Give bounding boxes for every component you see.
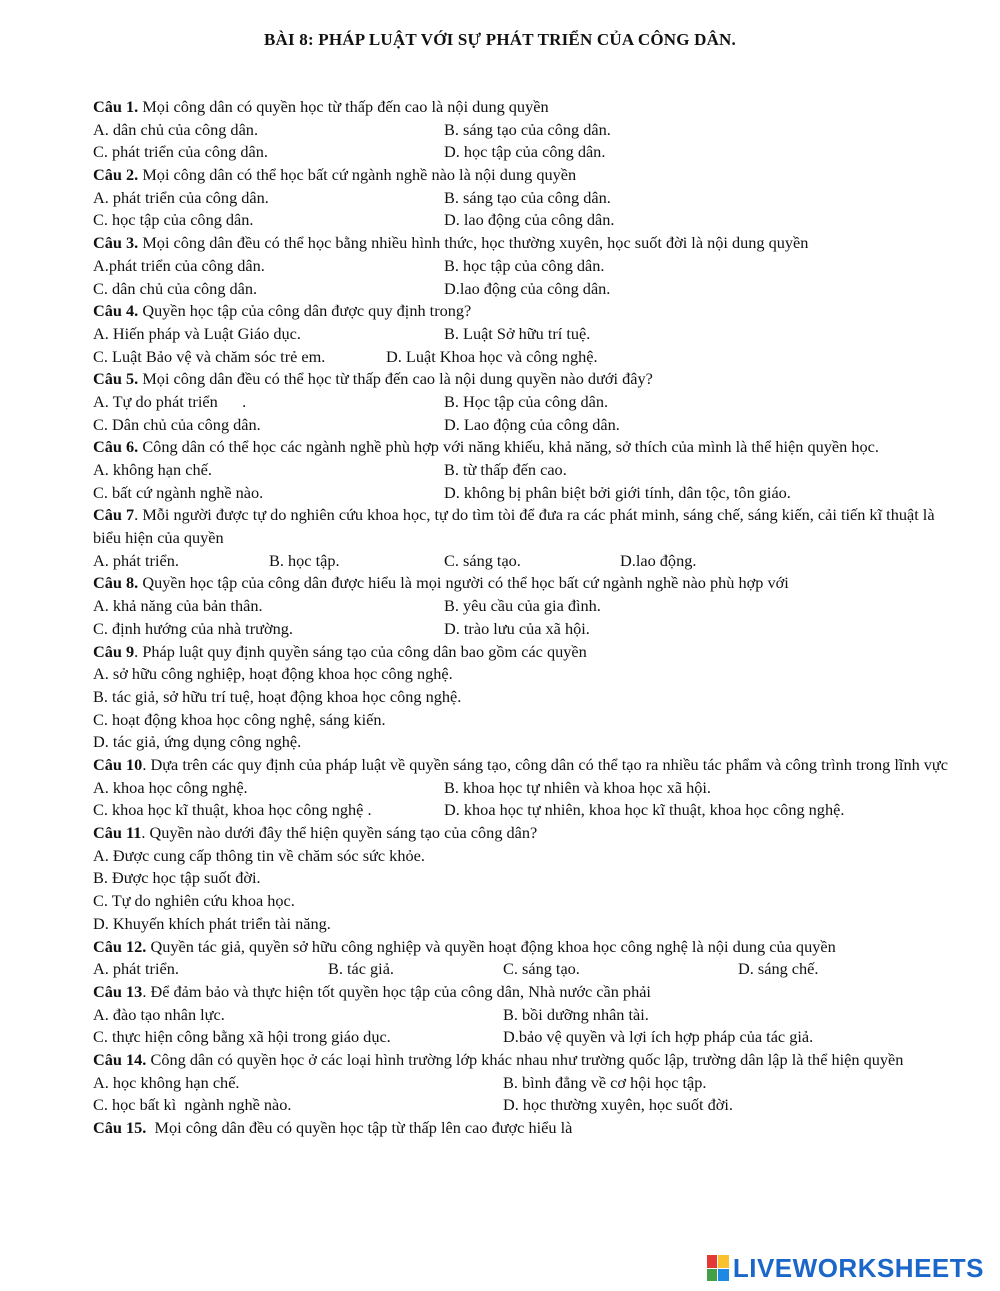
option-a: A. khả năng của bản thân.	[93, 596, 263, 616]
option-d: D. Khuyến khích phát triển tài năng.	[93, 913, 331, 933]
question-text: Mọi công dân đều có thể học bằng nhiều hình thức, học thường xuyên, học suốt đời là nội dung quyền	[138, 233, 809, 253]
option-c: C. khoa học kĩ thuật, khoa học công nghệ .	[93, 800, 372, 820]
question-text: Quyền tác giả, quyền sở hữu công nghiệp và quyền hoạt động khoa học công nghệ là nội dung của quyền	[146, 936, 836, 956]
liveworksheets-logo-icon	[707, 1255, 729, 1281]
option-b: B. bình đẳng về cơ hội học tập.	[503, 1072, 707, 1092]
option-d: D. Lao động của công dân.	[444, 414, 620, 434]
option-c: C. phát triển của công dân.	[93, 142, 268, 162]
question-text: . Để đảm bảo và thực hiện tốt quyền học tập của công dân, Nhà nước cần phải	[142, 981, 651, 1001]
option-d: D. tác giả, ứng dụng công nghệ.	[93, 732, 302, 752]
option-b: B. Luật Sở hữu trí tuệ.	[444, 323, 591, 343]
option-c: C. Dân chủ của công dân.	[93, 414, 261, 434]
question-label: Câu 10	[93, 754, 143, 774]
question-label: Câu 4.	[93, 301, 139, 321]
option-b: B. sáng tạo của công dân.	[444, 187, 611, 207]
option-d: D. sáng chế.	[738, 959, 819, 979]
question-text: Quyền học tập của công dân được hiểu là mọi người có thể học bất cứ ngành nghề nào phù hợp với	[138, 573, 789, 593]
option-b: B. yêu cầu của gia đình.	[444, 596, 601, 616]
question-14	[93, 1049, 963, 1072]
question-text: . Mỗi người được tự do nghiên cứu khoa học, tự do tìm tòi để đưa ra các phát minh, sáng chế, sáng kiến, cải tiến kĩ thuật là biểu hiện của quyền	[93, 505, 935, 548]
question-label: Câu 9	[93, 641, 135, 661]
option-d: D. khoa học tự nhiên, khoa học kĩ thuật, khoa học công nghệ.	[444, 800, 845, 820]
option-a: A. Tự do phát triển .	[93, 391, 247, 411]
option-b: B. sáng tạo của công dân.	[444, 119, 611, 139]
option-c: C. Tự do nghiên cứu khoa học.	[93, 891, 295, 911]
option-c: C. sáng tạo.	[503, 959, 580, 979]
question-15	[93, 1117, 963, 1140]
option-c: C. Luật Bảo vệ và chăm sóc trẻ em.	[93, 346, 326, 366]
question-text: Mọi công dân có thể học bất cứ ngành nghề nào là nội dung quyền	[138, 165, 577, 185]
question-text: . Pháp luật quy định quyền sáng tạo của công dân bao gồm các quyền	[134, 641, 587, 661]
option-b: B. Học tập của công dân.	[444, 391, 609, 411]
option-a: A. dân chủ của công dân.	[93, 119, 259, 139]
question-label: Câu 15.	[93, 1118, 147, 1138]
question-label: Câu 7	[93, 505, 135, 525]
question-text: Công dân có quyền học ở các loại hình trường lớp khác nhau như trường quốc lập, trường dân lập là thể hiện quyền	[146, 1049, 904, 1069]
option-c: C. hoạt động khoa học công nghệ, sáng kiến.	[93, 709, 386, 729]
question-label: Câu 3.	[93, 233, 139, 253]
question-text: Mọi công dân đều có thể học từ thấp đến cao là nội dung quyền nào dưới đây?	[138, 369, 653, 389]
brand-name: LIVEWORKSHEETS	[732, 1252, 984, 1283]
question-text: Mọi công dân có quyền học từ thấp đến cao là nội dung quyền	[138, 97, 549, 116]
option-d: D. học thường xuyên, học suốt đời.	[503, 1095, 733, 1115]
option-b: B. tác giả.	[328, 959, 395, 979]
question-1	[93, 96, 963, 119]
question-label: Câu 5.	[93, 369, 139, 389]
option-a: A. không hạn chế.	[93, 460, 212, 480]
question-4	[93, 300, 963, 323]
question-label: Câu 8.	[93, 573, 139, 593]
option-a: A. phát triển.	[93, 550, 179, 570]
question-label: Câu 2.	[93, 165, 139, 185]
question-7	[93, 504, 963, 549]
question-text: . Dựa trên các quy định của pháp luật về quyền sáng tạo, công dân có thể tạo ra nhiều tác phẩm và công trình trong lĩnh vực	[142, 754, 948, 774]
question-label: Câu 1.	[93, 97, 139, 116]
question-text: Mọi công dân đều có quyền học tập từ thấp lên cao được hiểu là	[146, 1118, 573, 1138]
option-c: C. học tập của công dân.	[93, 210, 254, 230]
question-13	[93, 981, 963, 1004]
question-label: Câu 6.	[93, 437, 139, 457]
option-d: D. trào lưu của xã hội.	[444, 618, 590, 638]
option-a: A. phát triển của công dân.	[93, 187, 269, 207]
option-a: A. Hiến pháp và Luật Giáo dục.	[93, 323, 301, 343]
option-a: A. khoa học công nghệ.	[93, 777, 248, 797]
option-b: B. Được học tập suốt đời.	[93, 868, 261, 888]
option-a: A. đào tạo nhân lực.	[93, 1004, 225, 1024]
question-11	[93, 822, 963, 845]
question-10	[93, 754, 963, 777]
question-label: Câu 14.	[93, 1049, 147, 1069]
option-c: C. dân chủ của công dân.	[93, 278, 258, 298]
question-5	[93, 368, 963, 391]
liveworksheets-footer	[707, 1253, 984, 1283]
option-b: B. từ thấp đến cao.	[444, 460, 567, 480]
question-6	[93, 436, 963, 459]
option-d: D. lao động của công dân.	[444, 210, 615, 230]
question-text: Công dân có thể học các ngành nghề phù hợp với năng khiếu, khả năng, sở thích của mình là thể hiện quyền học.	[138, 437, 879, 457]
option-b: B. tác giả, sở hữu trí tuệ, hoạt động khoa học công nghệ.	[93, 686, 462, 706]
question-2	[93, 164, 963, 187]
option-d: D.lao động của công dân.	[444, 278, 611, 298]
option-d: D. không bị phân biệt bởi giới tính, dân tộc, tôn giáo.	[444, 482, 791, 502]
question-text: Quyền học tập của công dân được quy định trong?	[138, 301, 472, 321]
question-3	[93, 232, 963, 255]
question-label: Câu 13	[93, 981, 143, 1001]
option-d: D.lao động.	[620, 550, 697, 570]
option-d: D. Luật Khoa học và công nghệ.	[386, 346, 598, 366]
option-a: A. sở hữu công nghiệp, hoạt động khoa học công nghệ.	[93, 664, 453, 684]
option-c: C. sáng tạo.	[444, 550, 521, 570]
question-list	[93, 96, 963, 1140]
question-label: Câu 12.	[93, 936, 147, 956]
question-label: Câu 11	[93, 823, 142, 843]
option-a: A. Được cung cấp thông tin về chăm sóc sức khỏe.	[93, 845, 425, 865]
option-d: D. học tập của công dân.	[444, 142, 606, 162]
option-b: B. học tập.	[269, 550, 340, 570]
page-title: BÀI 8: PHÁP LUẬT VỚI SỰ PHÁT TRIỂN CỦA CÔNG DÂN.	[264, 30, 736, 49]
option-b: B. bồi dưỡng nhân tài.	[503, 1004, 649, 1024]
option-c: C. định hướng của nhà trường.	[93, 618, 293, 638]
option-b: B. học tập của công dân.	[444, 255, 605, 275]
option-a: A. phát triển.	[93, 959, 179, 979]
question-12	[93, 936, 963, 959]
option-c: C. học bất kì ngành nghề nào.	[93, 1095, 292, 1115]
question-8	[93, 572, 963, 595]
option-b: B. khoa học tự nhiên và khoa học xã hội.	[444, 777, 712, 797]
option-c: C. thực hiện công bằng xã hội trong giáo dục.	[93, 1027, 391, 1047]
question-text: . Quyền nào dưới đây thể hiện quyền sáng tạo của công dân?	[141, 823, 538, 843]
option-a: A. học không hạn chế.	[93, 1072, 240, 1092]
option-c: C. bất cứ ngành nghề nào.	[93, 482, 264, 502]
option-d: D.bảo vệ quyền và lợi ích hợp pháp của tác giả.	[503, 1027, 814, 1047]
option-a: A.phát triển của công dân.	[93, 255, 265, 275]
question-9	[93, 641, 963, 664]
